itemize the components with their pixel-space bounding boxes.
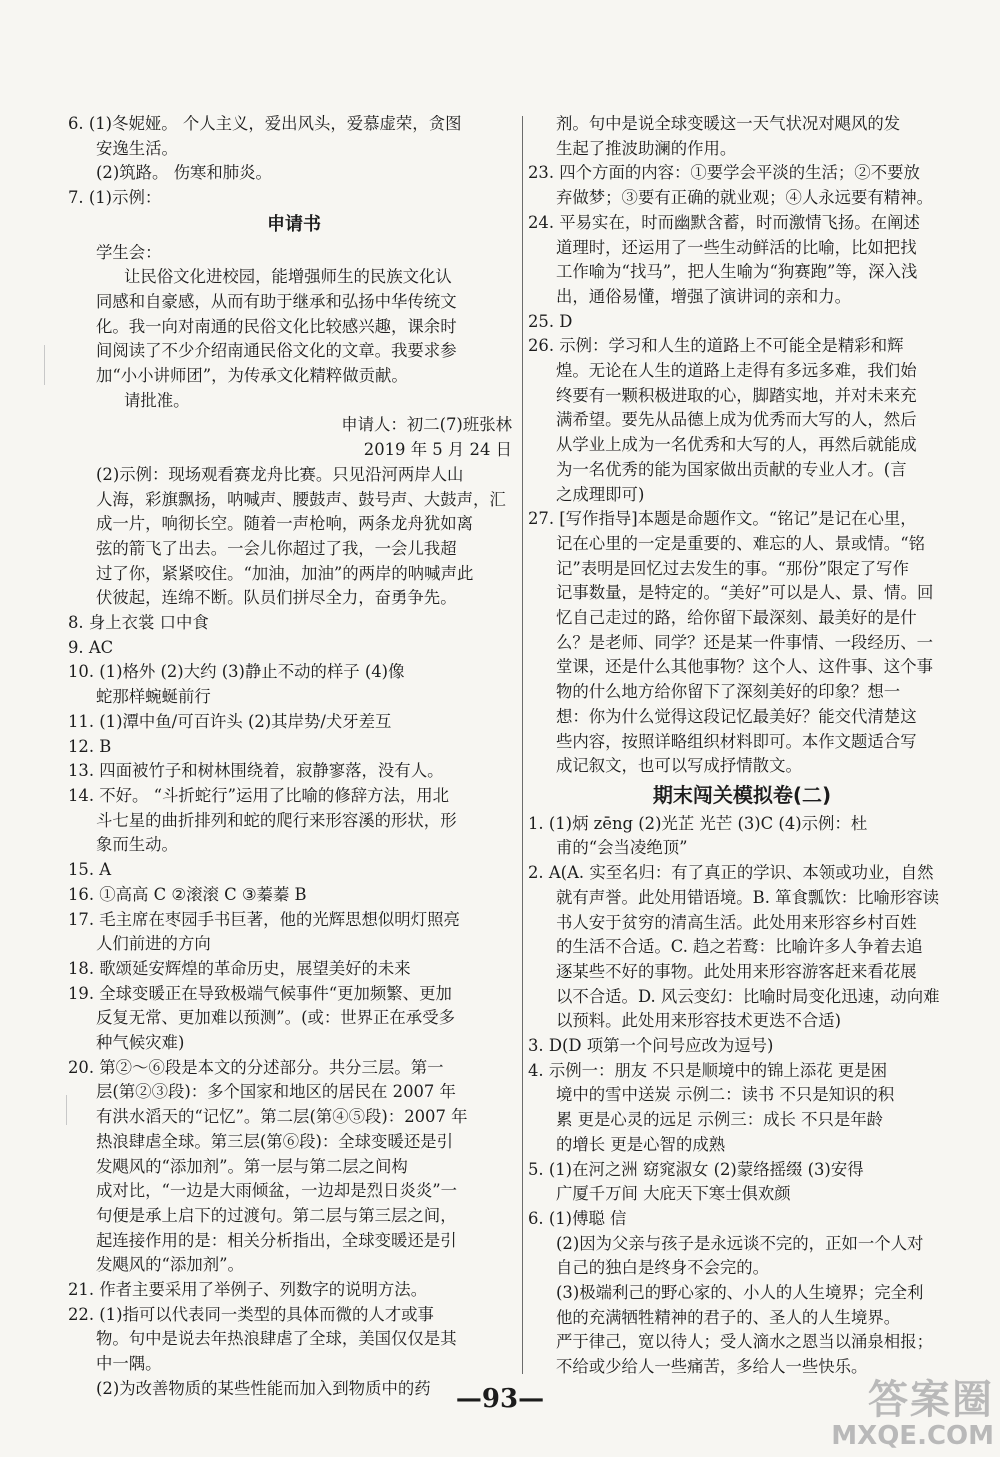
text-line: 从学业上成为一名优秀和大写的人，再然后就能成	[556, 435, 917, 455]
text-line: 成对比，“一边是大雨倾盆，一边却是烈日炎炎”一	[96, 1181, 457, 1201]
text-line: 工作喻为“找马”，把人生喻为“狗赛跑”等，深入浅	[556, 262, 918, 282]
text-line: 生起了推波助澜的作用。	[556, 138, 737, 158]
text-line: 19. 全球变暖正在导致极端气候事件“更加频繁、更加	[68, 983, 452, 1003]
text-line: 记在心里的一定是重要的、难忘的人、景或情。“铭	[556, 533, 925, 553]
text-line: 蛇那样蜿蜒前行	[96, 687, 211, 707]
text-line: 间阅读了不少介绍南通民俗文化的文章。我要求参	[96, 341, 457, 361]
text-line: 中一隅。	[96, 1354, 162, 1374]
text-line: 12. B	[68, 736, 112, 756]
text-line: (3)极端利己的野心家的、小人的人生境界；完全利	[556, 1283, 924, 1303]
text-line: 记”表明是回忆过去发生的事。“那份”限定了写作	[556, 558, 909, 578]
text-line: 甫的“会当凌绝顶”	[556, 838, 688, 858]
text-line: 境中的雪中送炭 示例二：读书 不只是知识的积	[556, 1085, 895, 1105]
text-line: 4. 示例一：朋友 不只是顺境中的锦上添花 更是困	[528, 1060, 888, 1080]
text-line: (2)因为父亲与孩子是永远谈不完的，正如一个人对	[556, 1233, 924, 1253]
text-line: 伏彼起，连绵不断。队员们拼尽全力，奋勇争先。	[96, 588, 457, 608]
watermark-url: MXQE.COM	[831, 1421, 994, 1451]
text-line: 有洪水滔天的“记忆”。第二层(第④⑤段)：2007 年	[96, 1107, 468, 1127]
text-line: 物。句中是说去年热浪肆虐了全球，美国仅仅是其	[96, 1329, 457, 1349]
scan-speck	[66, 1095, 67, 1125]
text-line: 7. (1)示例：	[68, 188, 162, 208]
text-line: 的生活不合适。C. 趋之若鹜：比喻许多人争着去追	[556, 937, 923, 957]
text-line: 化。我一向对南通的民俗文化比较感兴趣，课余时	[96, 316, 457, 336]
text-line: 2. A(A. 实至名归：有了真正的学识、本领或功业，自然	[528, 863, 934, 883]
text-line: 弦的箭飞了出去。一会儿你超过了我，一会儿我超	[96, 538, 457, 558]
text-line: 物的什么地方给你留下了深刻美好的印象？想一	[556, 682, 901, 702]
text-line: 同感和自豪感，从而有助于继承和弘扬中华传统文	[96, 291, 457, 311]
text-line: 5. (1)在河之洲 窈窕淑女 (2)蒙络摇缀 (3)安得	[528, 1159, 864, 1179]
text-line: 弃做梦；③要有正确的就业观；④人永远要有精神。	[556, 188, 933, 208]
text-line: 忆自己走过的路，给你留下最深刻、最美好的是什	[556, 608, 917, 628]
text-line: 书人安于贫穷的清高生活。此处用来形容乡村百姓	[556, 912, 917, 932]
text-line: 6. (1)傅聪 信	[528, 1208, 627, 1228]
text-line: 成一片，响彻长空。随着一声枪响，两条龙舟犹如离	[96, 514, 473, 534]
text-line: 层(第②③段)：多个国家和地区的居民在 2007 年	[96, 1082, 456, 1102]
text-line: 10. (1)格外 (2)大约 (3)静止不动的样子 (4)像	[68, 662, 405, 682]
text-line: 出，通俗易懂，增强了演讲词的亲和力。	[556, 286, 852, 306]
text-line: 8. 身上衣裳 口中食	[68, 613, 209, 633]
text-line: 20. 第②～⑥段是本文的分述部分。共分三层。第一	[68, 1057, 444, 1077]
text-line: 满希望。要先从品德上成为优秀而大写的人，然后	[556, 410, 917, 430]
text-line: 逐某些不好的事物。此处用来形容游客赶来看花展	[556, 961, 917, 981]
text-line: 23. 四个方面的内容：①要学会平淡的生活；②不要放	[528, 163, 920, 183]
text-line: 让民俗文化进校园，能增强师生的民族文化认	[124, 267, 452, 287]
text-line: 18. 歌颂延安辉煌的革命历史，展望美好的未来	[68, 958, 411, 978]
section-heading: 申请书	[267, 213, 321, 235]
text-line: 发飓风的“添加剂”。第一层与第二层之间构	[96, 1156, 408, 1176]
text-line: 些内容，按照详略组织材料即可。本作文题适合写	[556, 731, 917, 751]
text-line: 以预料。此处用来形容技术更迭不合适)	[556, 1011, 842, 1031]
text-line: 严于律己，宽以待人；受人滴水之恩当以涌泉相报；	[556, 1332, 933, 1352]
text-line: 17. 毛主席在枣园手书巨著，他的光辉思想似明灯照亮	[68, 909, 460, 929]
text-line: 句便是承上启下的过渡句。第二层与第三层之间，	[96, 1205, 457, 1225]
text-line: 9. AC	[68, 637, 114, 657]
text-line: 之成理即可)	[556, 484, 645, 504]
text-line: 学生会：	[96, 242, 162, 262]
text-line: 24. 平易实在，时而幽默含蓄，时而激情飞扬。在阐述	[528, 212, 920, 232]
text-line: 剂。句中是说全球变暖这一天气状况对飓风的发	[556, 114, 901, 133]
text-line: 人们前进的方向	[96, 934, 211, 954]
page-number: —93—	[455, 1384, 545, 1414]
watermark-logo-text: 答案圈	[868, 1377, 994, 1423]
text-line: 反复无常、更加难以预测”。(或：世界正在承受多	[96, 1008, 455, 1028]
text-line: (2)为改善物质的某些性能而加入到物质中的药	[96, 1378, 431, 1398]
text-line: 为一名优秀的能为国家做出贡献的专业人才。(言	[556, 459, 907, 479]
text-line: 起连接作用的是：相关分析指出，全球变暖还是引	[96, 1230, 457, 1250]
text-line: 3. D(D 项第一个问号应改为逗号)	[528, 1036, 774, 1056]
text-line: 广厦千万间 大庇天下寒士俱欢颜	[556, 1184, 791, 1204]
text-line: 26. 示例：学习和人生的道路上不可能全是精彩和辉	[528, 336, 904, 356]
text-line: 14. 不好。 “斗折蛇行”运用了比喻的修辞方法，用北	[68, 785, 450, 805]
section-heading: 期末闯关模拟卷(二)	[652, 782, 832, 807]
text-line: 热浪肆虐全球。第三层(第⑥段)：全球变暖还是引	[96, 1131, 453, 1151]
text-line: 他的充满牺牲精神的君子的、圣人的人生境界。	[556, 1307, 901, 1327]
text-line: 11. (1)潭中鱼/可百许头 (2)其岸势/犬牙差互	[68, 711, 392, 731]
text-line: 15. A	[68, 860, 112, 880]
text-line: 自己的独白是终身不会完的。	[556, 1258, 770, 1278]
text-line: 21. 作者主要采用了举例子、列数字的说明方法。	[68, 1280, 428, 1300]
text-line: (2)筑路。 伤寒和肺炎。	[96, 163, 272, 183]
scan-speck	[44, 345, 45, 385]
text-line: 斗七星的曲折排列和蛇的爬行来形容溪的形状，形	[96, 810, 457, 830]
text-line: 1. (1)炳 zēng (2)光芷 光芒 (3)C (4)示例：杜	[528, 813, 868, 833]
text-line: 16. ①高高 C ②滚滚 C ③蓁蓁 B	[68, 884, 307, 904]
text-line: 的增长 更是心智的成熟	[556, 1134, 726, 1154]
text-line: 请批准。	[124, 390, 190, 410]
watermark-logo	[762, 1378, 994, 1454]
text-line: 加“小小讲师团”，为传承文化精粹做贡献。	[96, 366, 408, 386]
text-line: 13. 四面被竹子和树林围绕着，寂静寥落，没有人。	[68, 761, 444, 781]
text-line: 象而生动。	[96, 835, 178, 855]
text-line: 发飓风的“添加剂”。	[96, 1255, 244, 1275]
text-line: 成记叙文，也可以写成抒情散文。	[556, 756, 802, 776]
left-column	[68, 112, 520, 1402]
text-line: 煌。无论在人生的道路上走得有多远多难，我们始	[556, 361, 917, 381]
text-line: 种气候灾难)	[96, 1033, 185, 1053]
text-line: 道理时，还运用了一些生动鲜活的比喻，比如把找	[556, 237, 917, 257]
text-line: 么？是老师、同学？还是某一件事情、一段经历、一	[556, 632, 933, 652]
text-line: 申请人：初二(7)班张林	[341, 415, 512, 435]
text-line: 终要有一颗积极进取的心，脚踏实地，并对未来充	[556, 385, 917, 405]
right-column	[528, 112, 956, 1380]
text-line: 安逸生活。	[96, 138, 178, 158]
text-line: 堂课，还是什么其他事物？这个人、这件事、这个事	[556, 657, 933, 677]
text-line: 2019 年 5 月 24 日	[363, 440, 512, 460]
text-line: 27. [写作指导]本题是命题作文。“铭记”是记在心里，	[528, 509, 917, 529]
text-line: 不给或少给人一些痛苦，多给人一些快乐。	[556, 1357, 868, 1377]
column-divider	[522, 116, 523, 1374]
text-line: (2)示例：现场观看赛龙舟比赛。只见沿河两岸人山	[96, 464, 464, 484]
text-line: 人海，彩旗飘扬，呐喊声、腰鼓声、鼓号声、大鼓声，汇	[96, 489, 506, 509]
text-line: 就有声誉。此处用错语境。B. 箪食瓢饮：比喻形容读	[556, 887, 940, 907]
text-line: 22. (1)指可以代表同一类型的具体而微的人才或事	[68, 1304, 434, 1324]
text-line: 累 更是心灵的远足 示例三：成长 不只是年龄	[556, 1110, 884, 1130]
text-line: 记事数量，是特定的。“美好”可以是人、景、情。回	[556, 583, 934, 603]
text-line: 想：你为什么觉得这段记忆最美好？能交代清楚这	[556, 706, 917, 726]
text-line: 过了你，紧紧咬住。“加油，加油”的两岸的呐喊声此	[96, 563, 474, 583]
text-line: 6. (1)冬妮娅。 个人主义，爱出风头，爱慕虚荣，贪图	[68, 114, 462, 133]
text-line: 以不合适。D. 风云变幻：比喻时局变化迅速，动向难	[556, 986, 940, 1006]
text-line: 25. D	[528, 311, 573, 331]
